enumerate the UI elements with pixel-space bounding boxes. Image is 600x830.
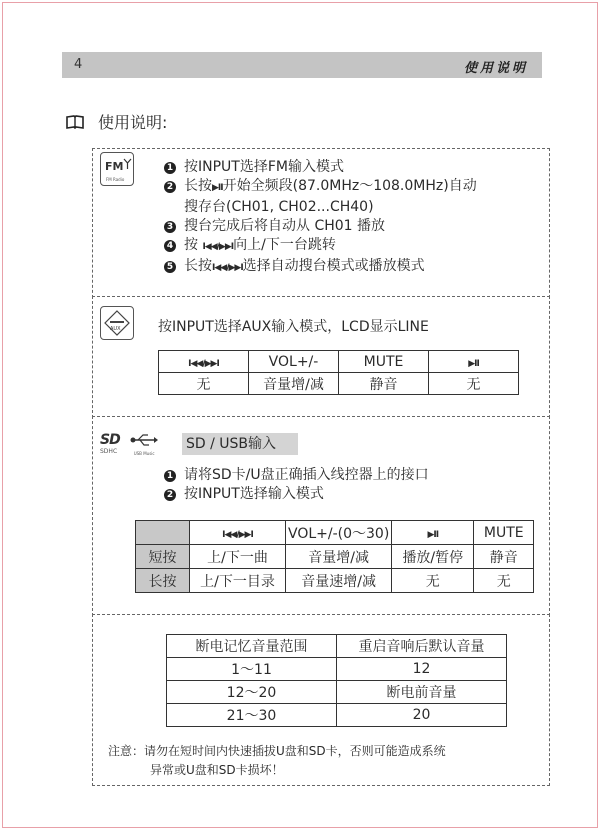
- table-cell: 12: [337, 658, 507, 681]
- table-cell: 音量增/减: [286, 545, 392, 569]
- table-header: ▶II: [392, 521, 474, 545]
- note-line: 异常或U盘和SD卡损坏！: [150, 763, 284, 777]
- table-cell: 1～11: [167, 658, 337, 681]
- row-label: 长按: [136, 569, 190, 593]
- table-cell: 上/下一曲: [190, 545, 286, 569]
- volume-memory-table: [166, 634, 507, 727]
- list-item: [164, 257, 477, 278]
- table-header: MUTE: [339, 351, 429, 373]
- table-cell: 上/下一目录: [190, 569, 286, 593]
- section-heading: [66, 110, 167, 133]
- step-text: 搜存台(CH01, CH02...CH40): [184, 199, 374, 215]
- list-item: [164, 158, 477, 177]
- book-icon: [66, 115, 84, 129]
- warning-note: [108, 742, 446, 780]
- table-cell: 无: [429, 373, 519, 395]
- table-cell: 无: [474, 569, 534, 593]
- table-cell: 静音: [339, 373, 429, 395]
- step-number: 1: [164, 162, 176, 174]
- table-header-row: [159, 351, 519, 373]
- fm-radio-icon: [100, 152, 134, 186]
- prev-next-icon: I◀◀/▶▶I: [212, 263, 243, 273]
- table-header-row: [167, 635, 507, 658]
- aux-diamond-icon: [104, 310, 130, 336]
- usb-logo-sub: USB Music: [133, 451, 155, 456]
- fm-icon-sub: FM Radio: [106, 177, 125, 182]
- section-title: 使用说明:: [98, 113, 168, 132]
- list-item: [164, 236, 477, 257]
- table-header-row: [136, 521, 534, 545]
- step-text: 长按I◀◀/▶▶I选择自动搜台模式或播放模式: [184, 258, 425, 274]
- table-cell: 12～20: [167, 681, 337, 704]
- table-header: 重启音响后默认音量: [337, 635, 507, 658]
- table-cell: 静音: [474, 545, 534, 569]
- table-row: [136, 569, 534, 593]
- table-cell: 断电前音量: [337, 681, 507, 704]
- sd-logo-sub: SDHC: [100, 448, 118, 455]
- list-item: [164, 177, 477, 198]
- table-header: VOL+/-: [249, 351, 339, 373]
- aux-icon: [100, 306, 134, 340]
- sd-instructions: [164, 466, 429, 504]
- table-cell: 音量速增/减: [286, 569, 392, 593]
- table-row: [167, 681, 507, 704]
- sd-usb-logos: [100, 432, 158, 456]
- table-row: [136, 545, 534, 569]
- step-number: 5: [164, 261, 176, 273]
- step-number: 3: [164, 221, 176, 233]
- table-cell: 无: [392, 569, 474, 593]
- step-text: 请将SD卡/U盘正确插入线控器上的接口: [184, 467, 429, 483]
- play-pause-icon: ▶II: [212, 183, 223, 193]
- header-bar: [62, 52, 542, 78]
- usb-logo: [120, 432, 158, 456]
- list-item: [164, 485, 429, 504]
- row-label: 短按: [136, 545, 190, 569]
- header-title: 使用说明: [463, 61, 528, 76]
- sd-logo: [100, 432, 120, 455]
- table-row: [167, 704, 507, 727]
- table-cell: 无: [159, 373, 249, 395]
- table-row: [159, 373, 519, 395]
- table-header: ▶II: [429, 351, 519, 373]
- step-text: 搜台完成后将自动从 CH01 播放: [184, 218, 386, 234]
- table-cell: 21～30: [167, 704, 337, 727]
- table-cell: 播放/暂停: [392, 545, 474, 569]
- step-number: 2: [164, 181, 176, 193]
- step-text: 长按▶II开始全频段(87.0MHz～108.0MHz)自动: [184, 178, 477, 194]
- prev-next-icon: I◀◀/▶▶I: [202, 242, 234, 252]
- table-header-blank: [136, 521, 190, 545]
- aux-description: 按INPUT选择AUX输入模式，LCD显示LINE: [158, 319, 429, 335]
- step-text: 按 I◀◀/▶▶I向上/下一台跳转: [184, 237, 336, 253]
- step-number: 4: [164, 240, 176, 252]
- list-item: [164, 217, 477, 236]
- sd-usb-controls-table: [135, 520, 534, 593]
- list-item: [164, 466, 429, 485]
- table-cell: 20: [337, 704, 507, 727]
- table-header: MUTE: [474, 521, 534, 545]
- table-header: I◀◀/▶▶I: [159, 351, 249, 373]
- step-text: 按INPUT选择FM输入模式: [184, 159, 344, 175]
- table-header: 断电记忆音量范围: [167, 635, 337, 658]
- step-number: 1: [164, 470, 176, 482]
- table-header: VOL+/-(0～30): [286, 521, 392, 545]
- note-line: 注意：请勿在短时间内快速插拔U盘和SD卡，否则可能造成系统: [108, 744, 446, 758]
- page-number: 4: [74, 57, 83, 72]
- step-number: 2: [164, 489, 176, 501]
- fm-icon-label: FM: [105, 160, 124, 173]
- aux-controls-table: [158, 350, 519, 395]
- sd-logo-mark: SD: [100, 432, 120, 448]
- aux-icon-label: AUX: [110, 326, 121, 332]
- table-header: I◀◀/▶▶I: [190, 521, 286, 545]
- table-cell: 音量增/减: [249, 373, 339, 395]
- list-item-continued: [164, 198, 477, 217]
- fm-instructions: [164, 158, 477, 278]
- table-row: [167, 658, 507, 681]
- step-text: 按INPUT选择输入模式: [184, 486, 324, 502]
- usb-icon: [130, 433, 158, 447]
- antenna-icon: [123, 158, 132, 170]
- sd-usb-title: SD / USB输入: [182, 433, 298, 455]
